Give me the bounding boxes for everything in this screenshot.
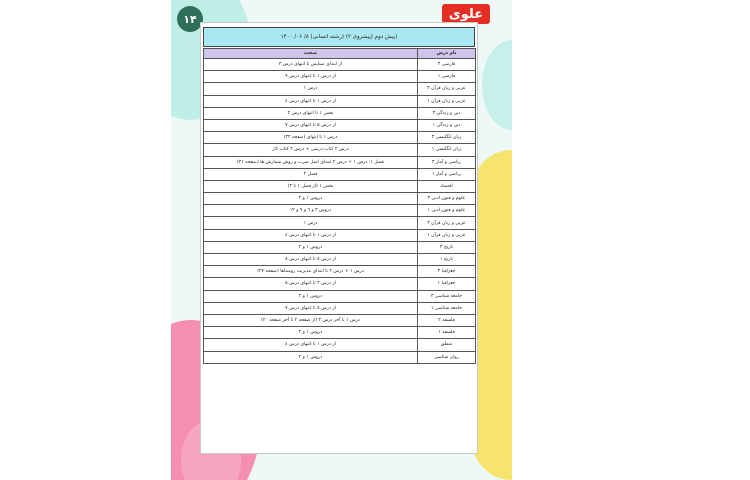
subject-cell: زبان انگلیسی ۳ <box>418 132 476 144</box>
subject-cell: فارسی ۳ <box>418 59 476 71</box>
table-row <box>204 290 476 302</box>
subject-cell: تاریخ ۱ <box>418 254 476 266</box>
table-row <box>204 71 476 83</box>
topic-cell: از درس ۱ تا انتهای درس ۹ <box>204 71 418 83</box>
table-row <box>204 193 476 205</box>
table-row <box>204 168 476 180</box>
table-row <box>204 59 476 71</box>
topic-cell: از درس ۳ تا انتهای درس ۵ <box>204 278 418 290</box>
subject-cell: جامعه شناسی ۳ <box>418 290 476 302</box>
subject-cell: عربی و زبان قرآن ۱ <box>418 229 476 241</box>
topic-cell: از درس ۱ تا انتهای درس ٤ <box>204 229 418 241</box>
topic-cell: دروس ۳ و ٦ و ۹ و ۱۲ <box>204 205 418 217</box>
table-row <box>204 107 476 119</box>
subject-cell: فلسفه ۱ <box>418 327 476 339</box>
topic-cell: از درس ۵ تا انتهای درس ۷ <box>204 119 418 131</box>
topic-cell: درس ۱ <box>204 217 418 229</box>
subject-cell: جغرافیا ۳ <box>418 266 476 278</box>
topic-cell: بخش ۱ (از فصل ۱ تا ۳) <box>204 180 418 192</box>
table-row <box>204 95 476 107</box>
table-row <box>204 229 476 241</box>
topic-cell: از درس ۱ تا انتهای درس ٤ <box>204 95 418 107</box>
topic-cell: از درس ۱ تا انتهای درس ٤ <box>204 339 418 351</box>
subject-cell: جغرافیا ۱ <box>418 278 476 290</box>
subject-cell: فلسفه ۲ <box>418 314 476 326</box>
topic-cell: درس ۲ کتاب درسی + درس ۲ کتاب کار <box>204 144 418 156</box>
table-header-row <box>204 49 476 59</box>
brand-logo: علوی <box>442 4 490 24</box>
subject-cell: فارسی ۱ <box>418 71 476 83</box>
subject-cell: ریاضی و آمار ۱ <box>418 168 476 180</box>
table-row <box>204 302 476 314</box>
topic-cell: دروس ۱ و ۲ <box>204 351 418 363</box>
subject-cell: تاریخ ۳ <box>418 241 476 253</box>
topic-cell: از درس ٥ تا انتهای درس ۷ <box>204 302 418 314</box>
table-row <box>204 144 476 156</box>
table-row <box>204 156 476 168</box>
page-number: ۱۴ <box>177 6 203 32</box>
decor-blob-teal-right <box>482 40 512 130</box>
schedule-card <box>200 22 478 454</box>
subject-cell: دین و زندگی ۱ <box>418 119 476 131</box>
table-row <box>204 180 476 192</box>
table-row <box>204 339 476 351</box>
topic-cell: بخش ۱ تا انتهای درس ۲ <box>204 107 418 119</box>
topic-cell: درس ۱ + درس ۲ تا ابتدای مدیریت روستاها (صفحه ۳۷) <box>204 266 418 278</box>
subject-cell: جامعه شناسی ۱ <box>418 302 476 314</box>
topic-cell: دروس ۱ و ۲ <box>204 290 418 302</box>
table-row <box>204 241 476 253</box>
page <box>171 0 512 480</box>
table-row <box>204 314 476 326</box>
topic-cell: درس ۱ <box>204 83 418 95</box>
table-row <box>204 132 476 144</box>
table-row <box>204 83 476 95</box>
table-row <box>204 351 476 363</box>
table-row <box>204 205 476 217</box>
topic-cell: دروس ۱ و ۲ <box>204 193 418 205</box>
topic-cell: دروس ۱ و ۲ <box>204 241 418 253</box>
subject-cell: عربی و زبان قرآن ۳ <box>418 83 476 95</box>
schedule-table <box>203 48 476 364</box>
topic-cell: فصل ۱: درس ۱ + درس ۲ ابتدای اصل ضرب و روش شمارش ها (صفحه ۲۱) <box>204 156 418 168</box>
subject-cell: روان شناسی <box>418 351 476 363</box>
table-row <box>204 278 476 290</box>
subject-cell: ریاضی و آمار ۳ <box>418 156 476 168</box>
header-subject: نام درس <box>418 49 476 59</box>
topic-cell: از ابتدای ستایش تا انتهای درس ۳ <box>204 59 418 71</box>
subject-cell: عربی و زبان قرآن ۳ <box>418 217 476 229</box>
table-row <box>204 217 476 229</box>
topic-cell: درس ۱ تا آخر درس ۳ (از صفحه ۲ تا آخر صفحه ۲۰) <box>204 314 418 326</box>
decor-blob-yellow <box>472 150 512 480</box>
topic-cell: دروس ۱ و ۲ <box>204 327 418 339</box>
schedule-title: (پیش دوم (پیشروی ۲) (رشته انسانی) ۸/ ۰۶/ ۱۴۰۰ <box>203 27 475 47</box>
subject-cell: زبان انگلیسی ۱ <box>418 144 476 156</box>
subject-cell: دین و زندگی ۳ <box>418 107 476 119</box>
topic-cell: درس ۱ تا انتهای (صفحه ۳۲) <box>204 132 418 144</box>
table-row <box>204 254 476 266</box>
subject-cell: اقتصاد <box>418 180 476 192</box>
subject-cell: منطق <box>418 339 476 351</box>
subject-cell: علوم و فنون ادبی ۱ <box>418 205 476 217</box>
subject-cell: عربی و زبان قرآن ۱ <box>418 95 476 107</box>
table-row <box>204 327 476 339</box>
header-topic: مبحث <box>204 49 418 59</box>
subject-cell: علوم و فنون ادبی ۳ <box>418 193 476 205</box>
topic-cell: از درس ٥ تا انتهای درس ۸ <box>204 254 418 266</box>
topic-cell: فصل ۲ <box>204 168 418 180</box>
table-row <box>204 119 476 131</box>
table-row <box>204 266 476 278</box>
